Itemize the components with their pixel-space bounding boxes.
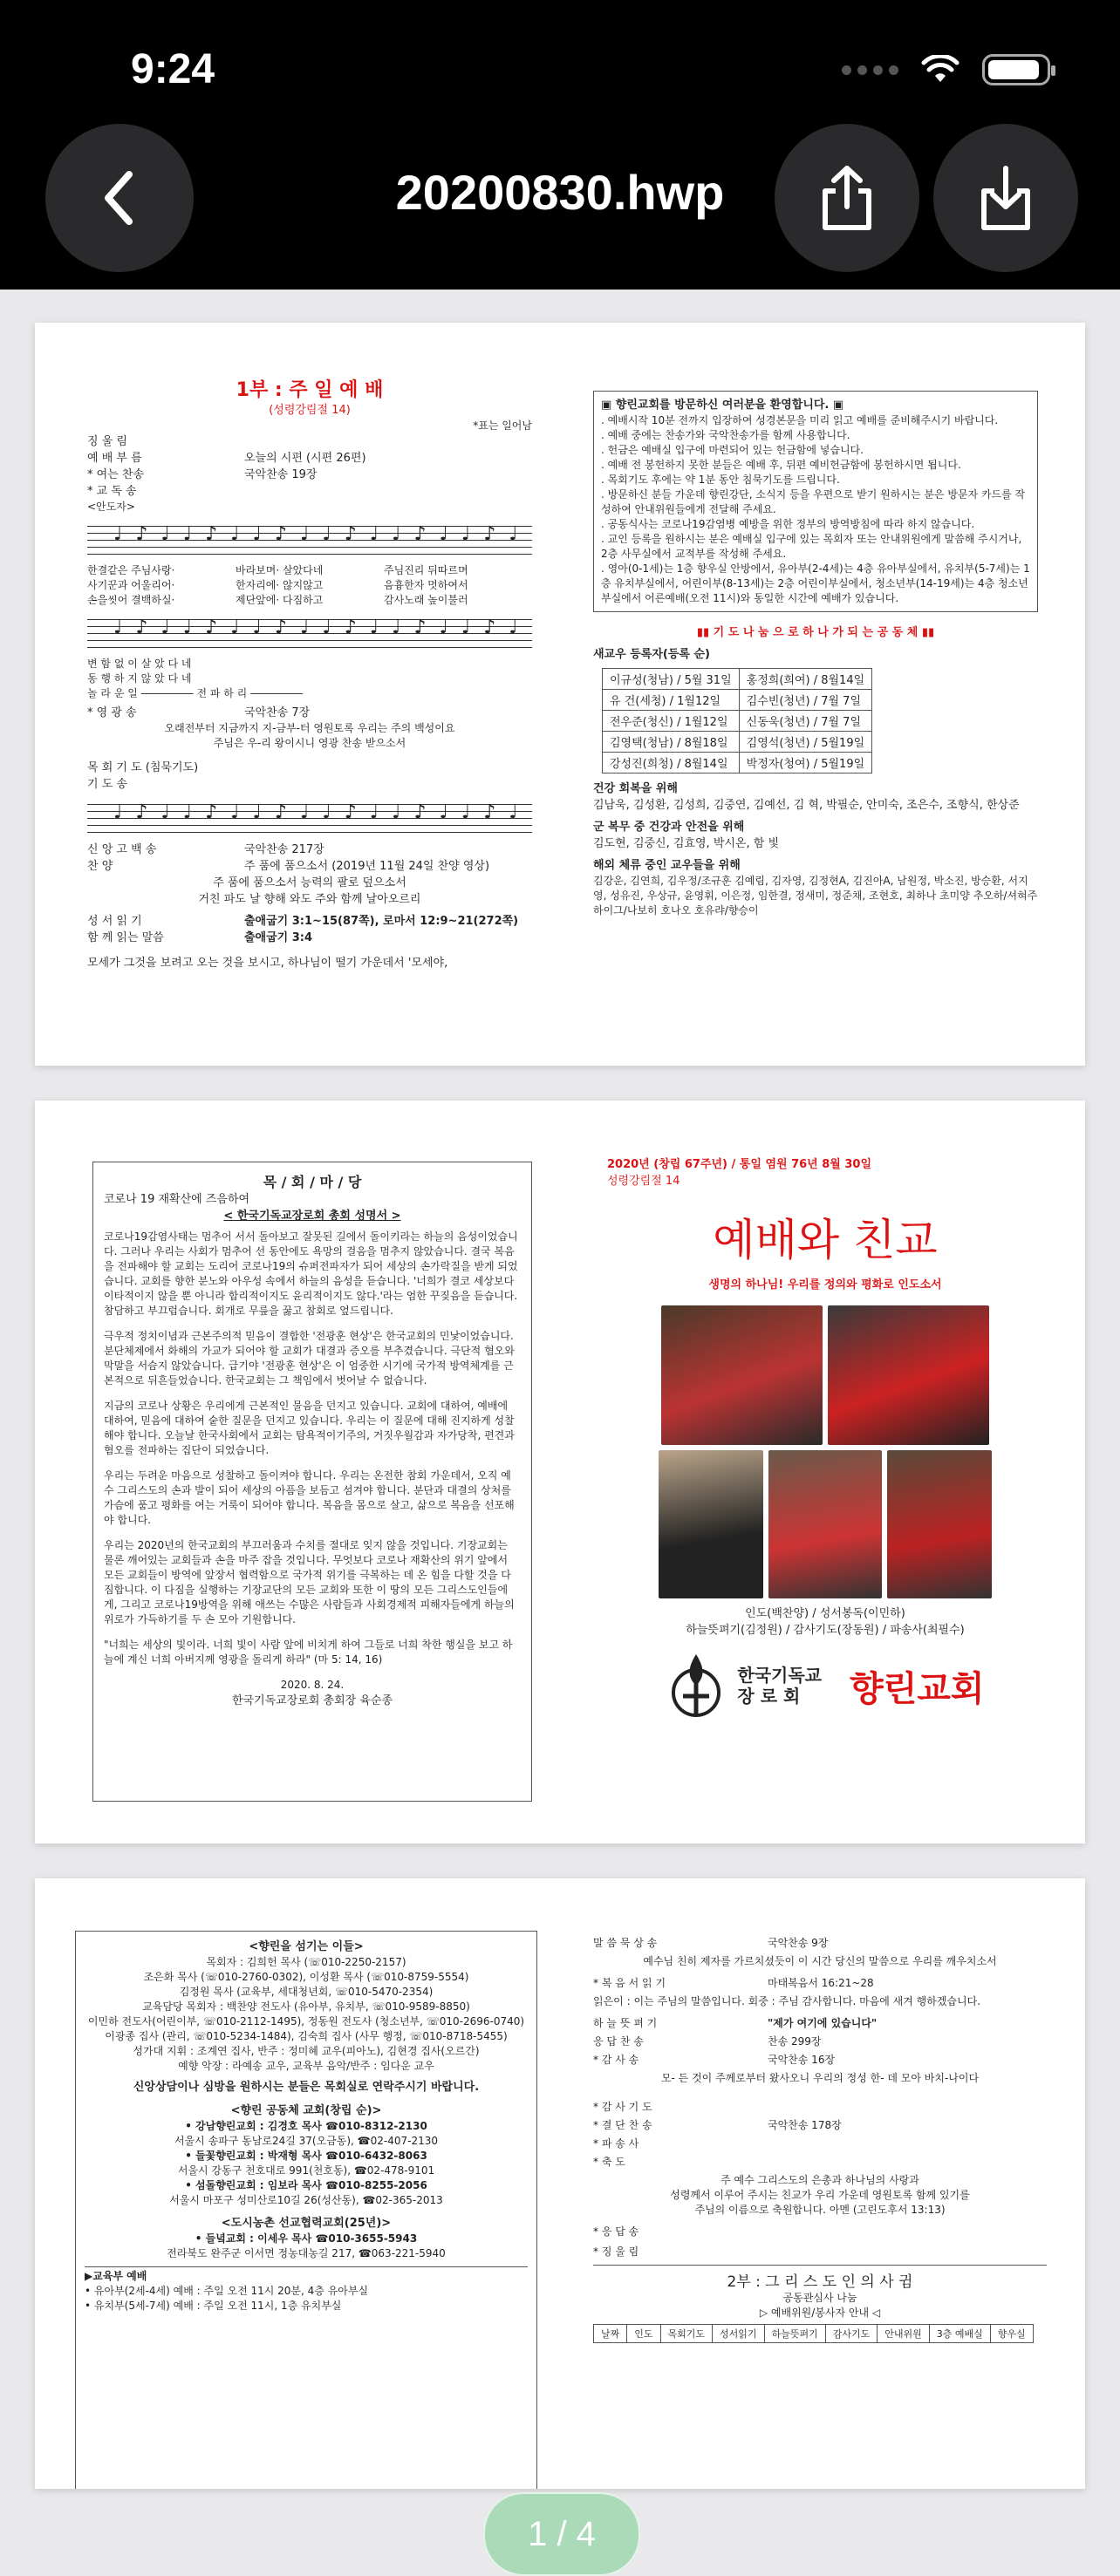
volunteer-table: 날짜 인도 목회기도 성서읽기 하늘뜻펴기 감사기도 안내위원 3층 예배실 향우실 bbox=[593, 2324, 1034, 2343]
document-page-2 bbox=[35, 1101, 1085, 1843]
battery-icon bbox=[982, 54, 1050, 85]
worship-photo bbox=[887, 1450, 992, 1598]
document-page-3 bbox=[35, 1878, 1085, 2489]
photo-grid bbox=[661, 1305, 989, 1445]
share-button[interactable] bbox=[775, 124, 919, 272]
faith-row: 신 앙 고 백 송 국악찬송 217장 bbox=[87, 843, 324, 856]
worship-heading: 1부 : 주 일 예 배 bbox=[236, 379, 384, 401]
worship-photo bbox=[828, 1305, 989, 1445]
cover-date-line: 2020년 (창립 67주년) / 통일 염원 76년 8월 30일 bbox=[607, 1158, 872, 1171]
worship-photo bbox=[661, 1305, 823, 1445]
edu-list: • 유아부(2세-4세) 예배 : 주일 오전 11시 20분, 4층 유아부실 • 유치부(5세-7세) 예배 : 주일 오전 11시, 1층 유치부실 bbox=[85, 2285, 369, 2312]
military-label: 군 복무 중 건강과 안전을 위해 bbox=[593, 821, 745, 834]
worship-order-column bbox=[87, 375, 532, 971]
cover-subtitle: 생명의 하나님! 우리를 정의와 평화로 인도소서 bbox=[708, 1278, 942, 1291]
part2-title: 2부 : 그 리 스 도 인 의 사 귐 bbox=[593, 2265, 1047, 2291]
hymn-lyrics: 한결같은 주님사랑· 바라보며· 살았다네 주님진리 뒤따르며 사기꾼과 어울리어· 한자리에· 않지않고 음흉한자 멋하여서 손을씻어 결백하실· 제단앞에· 다짐하고 감사노래 높이불러 bbox=[87, 564, 468, 606]
statement-date: 2020. 8. 24. bbox=[280, 1679, 345, 1691]
health-label: 건강 회복을 위해 bbox=[593, 782, 678, 795]
standing-note: *표는 일어남 bbox=[473, 419, 532, 432]
mission-title: <도시농촌 선교협력교회(25년)> bbox=[221, 2217, 392, 2230]
cover-season: 성령강림절 14 bbox=[607, 1175, 680, 1188]
staff-column bbox=[75, 1931, 537, 2489]
counsel-notice: 신앙상담이나 심방을 원하시는 분들은 목회실로 연락주시기 바랍니다. bbox=[133, 2081, 480, 2094]
photo-caption: 인도(백찬양) / 성서봉독(이민하) bbox=[745, 1607, 905, 1620]
document-viewer[interactable] bbox=[0, 290, 1120, 2553]
pastoral-column bbox=[92, 1162, 532, 1802]
statement-signature: 한국기독교장로회 총회장 육순종 bbox=[231, 1694, 393, 1707]
download-button[interactable] bbox=[933, 124, 1078, 272]
new-members-label: 새교우 등록자(등록 순) bbox=[593, 648, 710, 661]
welcome-column bbox=[593, 391, 1038, 918]
page-indicator: 1 / 4 bbox=[483, 2492, 640, 2576]
order-rows: 말 씀 묵 상 송 국악찬송 9장 예수님 친히 제자를 가르치셨듯이 이 시간 당신의 말씀으로 우리를 깨우치소서 * 복 음 서 읽 기 마태복음서 16:21~28 읽은이 : 이는 주님의 말씀입니다. 회중 : 주님 감사합니다. 마음에 새겨 행하겠습니다. 하 늘 뜻 펴 기 "제가 여기에 있습니다" 응 답 찬 송 찬송 299장 * 감 사 송 국악찬송 16장 모- 든 것이 주께로부터 왔사오니 우리의 정성 한- 데 모아 바치-나이다 * 감 사 기 도 * 결 단 찬 송 국악찬송 178장 * 파 송 사 * 축 도 주 예수 그리스도의 은총과 하나님의 사랑과 성령께서 이루어 주시는 친교가 우리 가운데 영원토록 함께 있기를 주님의 이름으로 축원합니다. 아멘 (고린도후서 13:13) * 응 답 송 * 징 울 림 bbox=[593, 1937, 997, 2258]
statement-title: < 한국기독교장로회 총회 성명서 > bbox=[223, 1210, 401, 1223]
photo-caption: 하늘뜻펴기(김정원) / 감사기도(장동원) / 파송사(최필수) bbox=[686, 1624, 965, 1637]
pastoral-title: 목 / 회 / 마 / 당 bbox=[263, 1174, 362, 1190]
document-page-1 bbox=[35, 323, 1085, 1066]
music-staff bbox=[87, 798, 532, 836]
church-name: 향린교회 bbox=[850, 1667, 985, 1709]
worship-subheading: (성령강림절 14) bbox=[269, 404, 351, 417]
denomination-name: 한국기독교 장 로 회 bbox=[737, 1665, 823, 1707]
document-title: 20200830.hwp bbox=[395, 165, 725, 220]
praise-row: 찬 양 주 품에 품으소서 (2019년 11월 24일 찬양 영상) bbox=[87, 860, 490, 873]
cover-column bbox=[607, 1156, 1043, 1721]
confession-text: 오래전부터 지금까지 지-금부-터 영원토록 우리는 주의 백성이요 주님은 우-리 왕이시니 영광 찬송 받으소서 bbox=[164, 722, 455, 749]
order-column-2 bbox=[593, 1936, 1047, 2343]
welcome-title: ▣ 향린교회를 방문하신 여러분을 환영합니다. ▣ bbox=[601, 399, 844, 412]
prayer-heading: ▮▮ 기 도 나 눔 으 로 하 나 가 되 는 공 동 체 ▮▮ bbox=[696, 626, 935, 639]
together-row: 함 께 읽는 말씀 출애굽기 3:4 bbox=[87, 931, 313, 944]
signal-icon bbox=[842, 65, 898, 75]
overseas-label: 해외 체류 중인 교우들을 위해 bbox=[593, 859, 741, 872]
hymn-caption: <안도자> bbox=[87, 501, 135, 513]
part2-line: ▷ 예배위원/봉사자 안내 ◁ bbox=[759, 2307, 881, 2319]
photo-row bbox=[659, 1450, 992, 1598]
status-time: 9:24 bbox=[131, 46, 215, 92]
staff-title: <향린을 섬기는 이들> bbox=[249, 1940, 364, 1953]
new-members-table: 이규성(청남) / 5월 31일 홍정희(희여) / 8월14일 유 건(세청) / 1월12일 김수빈(청년) / 7월 7일 전우준(청신) / 1월12일 신동욱(청년) / 7월 7일 김영택(청남) / 8월18일 김영석(청년) / 5월19일 강성진(희청) / 8월14일 박정자(청여) / 5월19일 bbox=[602, 668, 872, 773]
health-names: 김남욱, 김성환, 김성희, 김중연, 김예선, 김 혁, 박필순, 안미숙, 조은수, 조향식, 한상준 bbox=[593, 799, 1020, 812]
refrain: 변 함 없 이 살 았 다 네 동 행 하 지 않 았 다 네 놀 라 운 일 ――――― 전 파 하 리 ――――― bbox=[87, 658, 304, 699]
welcome-list: . 예배시작 10분 전까지 입장하여 성경본문을 미리 읽고 예배를 준비해주시기 바랍니다. . 예배 중에는 찬송가와 국악찬송가를 함께 사용합니다. . 헌금은 예배실 입구에 마련되어 있는 헌금함에 넣습니다. . 예배 전 봉헌하지 못한 분들은 예배 후, 뒤편 예비헌금함에 봉헌하시면 됩니다. . 목회기도 후에는 약 1분 동안 침묵기도를 드립니다. . 방문하신 분들 가운데 향린강단, 소식지 등을 우편으로 받기 원하시는 분은 방문자 카드를 작성하여 안내위원들에게 전달해 주세요. . 공동식사는 코로나19감염병 예방을 위한 정부의 방역방침에 따라 하지 않습니다. . 교인 등록을 원하시는 분은 예배실 입구에 있는 목회자 또는 안내위원에게 말씀해 주시거나, 2층 사무실에서 교적부를 작성해 주세요. . 영아(0-1세)는 1층 향우실 안방에서, 유아부(2-4세)는 4층 유아부실에서, 유치부(5-7세)는 1층 유치부실에서, 어린이부(8-13세)는 2층 어린이부실에서, 청소년부(14-19세)는 4층 청소년부실에서 어른예배(오전 11시)와 동일한 시간에 예배가 있습니다. bbox=[601, 414, 1030, 604]
prayer-song: 기 도 송 bbox=[87, 778, 127, 791]
music-staff bbox=[87, 520, 532, 558]
praise-lyrics: 주 품에 품으소서 능력의 팔로 덮으소서 거친 파도 날 향해 와도 주와 함께 날아오르리 bbox=[198, 876, 421, 906]
together-body: 모세가 그것을 보려고 오는 것을 보시고, 하나님이 떨기 가운데서 '모세야, bbox=[87, 957, 448, 970]
statement-body: 코로나19감염사태는 멈추어 서서 돌아보고 잘못된 길에서 돌이키라는 하늘의 음성이었습니다. 그러나 우리는 사회가 멈추어 선 동안에도 욕망의 걸음을 멈추지 않았습니다. 결국 복음을 전파해야 할 교회는 도리어 코로나19의 슈퍼전파자가 되어 세상의 손가락질을 받게 되었습니다. 교회를 향한 분노와 아우성 속에서 하늘의 음성을 듣습니다. '너희가 결코 세상보다 이타적이지 않을 뿐 아니라 합리적이지도 윤리적이지도 않다.'라는 엄한 꾸짖음을 듣습니다. 참담하고 부끄럽습니다. 회개로 무릎을 꿇고 참회로 엎드립니다. 극우적 정치이념과 근본주의적 믿음이 결합한 '전광훈 현상'은 한국교회의 민낯이었습니다. 분단체제에서 화해의 가교가 되어야 할 교회가 대결과 증오를 부추겼습니다. 극단적 혐오와 막말을 서슴지 않았습니다. 급기야 '전광훈 현상'은 이 엄중한 시기에 국가적 방역체계를 근본적으로 뒤흔들었습니다. 한국교회는 그 책임에서 벗어날 수 없습니다. 지금의 코로나 상황은 우리에게 근본적인 물음을 던지고 있습니다. 교회에 대하여, 예배에 대하여, 믿음에 대하여 숱한 질문을 던지고 있습니다. 우리는 이 질문에 대해 진지하게 성찰해야 합니다. 오늘날 한국사회에서 교회는 탐욕적이기주의, 거짓우월감과 자가당착, 편견과 혐오를 전파하는 집단이 되었습니다. 우리는 두려운 마음으로 성찰하고 돌이켜야 합니다. 우리는 온전한 참회 가운데서, 오직 예수 그리스도의 손과 발이 되어 세상의 아픔을 보듬고 섬겨야 합니다. 분단과 대결의 상처를 가슴에 품고 평화를 여는 거룩이 되어야 합니다. 복음을 몸으로 살고, 삶으로 복음을 선포해야 합니다. 우리는 2020년의 한국교회의 부끄러움과 수치를 절대로 잊지 않을 것입니다. 기장교회는 물론 깨어있는 교회들과 손을 마주 잡을 것입니다. 무엇보다 코로나 재확산의 위기 앞에서 모든 교회들이 방역에 앞장서 협력함으로 국가적 위기를 극복하는 데 온 힘을 다할 것을 다짐합니다. 이 다짐을 실행하는 기장교단의 모든 교회와 또한 이 땅의 모든 그리스도인들에게, 그리고 코로나19방역을 위해 애쓰는 수많은 사람들과 사회경제적 피해자들에게 하늘의 위로가 가득하기를 두 손 모아 기원합니다. "너희는 세상의 빛이라. 너희 빛이 사람 앞에 비치게 하여 그들로 너희 착한 행실을 보고 하늘에 계신 너희 아버지께 영광을 돌리게 하라" (마 5: 14, 16) bbox=[104, 1230, 518, 1666]
worship-photo bbox=[659, 1450, 763, 1598]
wifi-icon bbox=[921, 55, 960, 85]
coop-title: <향린 공동체 교회(창립 순)> bbox=[230, 2104, 382, 2117]
music-staff bbox=[87, 613, 532, 651]
edu-label: ▶교육부 예배 bbox=[85, 2266, 528, 2284]
download-icon bbox=[975, 163, 1036, 233]
status-icons bbox=[842, 54, 1050, 85]
church-logo-row bbox=[607, 1651, 1043, 1721]
welcome-box bbox=[593, 391, 1038, 612]
order-list: 징 울 림 예 배 부 름 오늘의 시편 (시편 26편) * 여는 찬송 국악찬송 19장 * 교 독 송 bbox=[87, 435, 366, 498]
pastoral-intro: 코로나 19 재확산에 즈음하여 bbox=[104, 1193, 250, 1206]
mission-list: • 들녘교회 : 이세우 목사 ☎010-3655-5943 전라북도 완주군 이서면 정농대농길 217, ☎063-221-5940 bbox=[167, 2232, 446, 2259]
overseas-names: 김강운, 김연희, 김우정/조규훈 김예림, 김자영, 김정현A, 김진아A, 남원정, 박소진, 방승환, 서지영, 성유진, 우상규, 윤영휘, 이은정, 임한결, 정새미, 정준채, 조현호, 최하나 초미양 추오하/셔혀주 하이그/나보히 호나오 호유랴/향승이 bbox=[593, 875, 1038, 917]
church-emblem-icon bbox=[666, 1651, 727, 1721]
military-names: 김도현, 김중신, 김효영, 박시온, 함 빛 bbox=[593, 837, 780, 850]
reading-row: 성 서 읽 기 출애굽기 3:1~15(87쪽), 로마서 12:9~21(272쪽) bbox=[87, 915, 519, 928]
part2-subtitle: 공동관심사 나눔 bbox=[782, 2292, 857, 2304]
staff-list: 목회자 : 김희헌 목사 (☏010-2250-2157) 조은화 목사 (☏010-2760-0302), 이성환 목사 (☏010-8759-5554) 김정원 목사 (교육부, 세대청년회, ☏010-5470-2354) 교육담당 목회자 : 백찬양 전도사 (유아부, 유치부, ☏010-9589-8850) 이민하 전도사(어린이부, ☏010-2112-1495), 정동원 전도사 (청소년부, ☏010-2696-0740) 이광종 집사 (관리, ☏010-5234-1484), 김숙희 집사 (사무 행정, ☏010-8718-5455) 성가대 지휘 : 조계연 집사, 반주 : 정미혜 교우(피아노), 김현경 집사(오르간) 예향 악장 : 라예송 교우, 교육부 음악/반주 : 임다운 교우 bbox=[87, 1956, 525, 2072]
confession-row: * 영 광 송 국악찬송 7장 bbox=[87, 706, 311, 719]
top-bar bbox=[0, 0, 1120, 290]
coop-list: • 강남향린교회 : 김경호 목사 ☎010-8312-2130 서울시 송파구 동남로24길 37(오금동), ☎02-407-2130 • 들꽃향린교회 : 박재형 목사 ☎010-6432-8063 서울시 강동구 천호대로 991(천호동), ☎02-478-9101 • 섬돌향린교회 : 임보라 목사 ☎010-8255-2056 서울시 마포구 성미산로10길 26(성산동), ☎02-365-2013 bbox=[169, 2120, 443, 2206]
prayer-label: 목 회 기 도 (침묵기도) bbox=[87, 761, 199, 774]
cover-title: 예배와 친교 bbox=[713, 1215, 938, 1265]
worship-photo bbox=[768, 1450, 882, 1598]
share-icon bbox=[816, 163, 878, 233]
